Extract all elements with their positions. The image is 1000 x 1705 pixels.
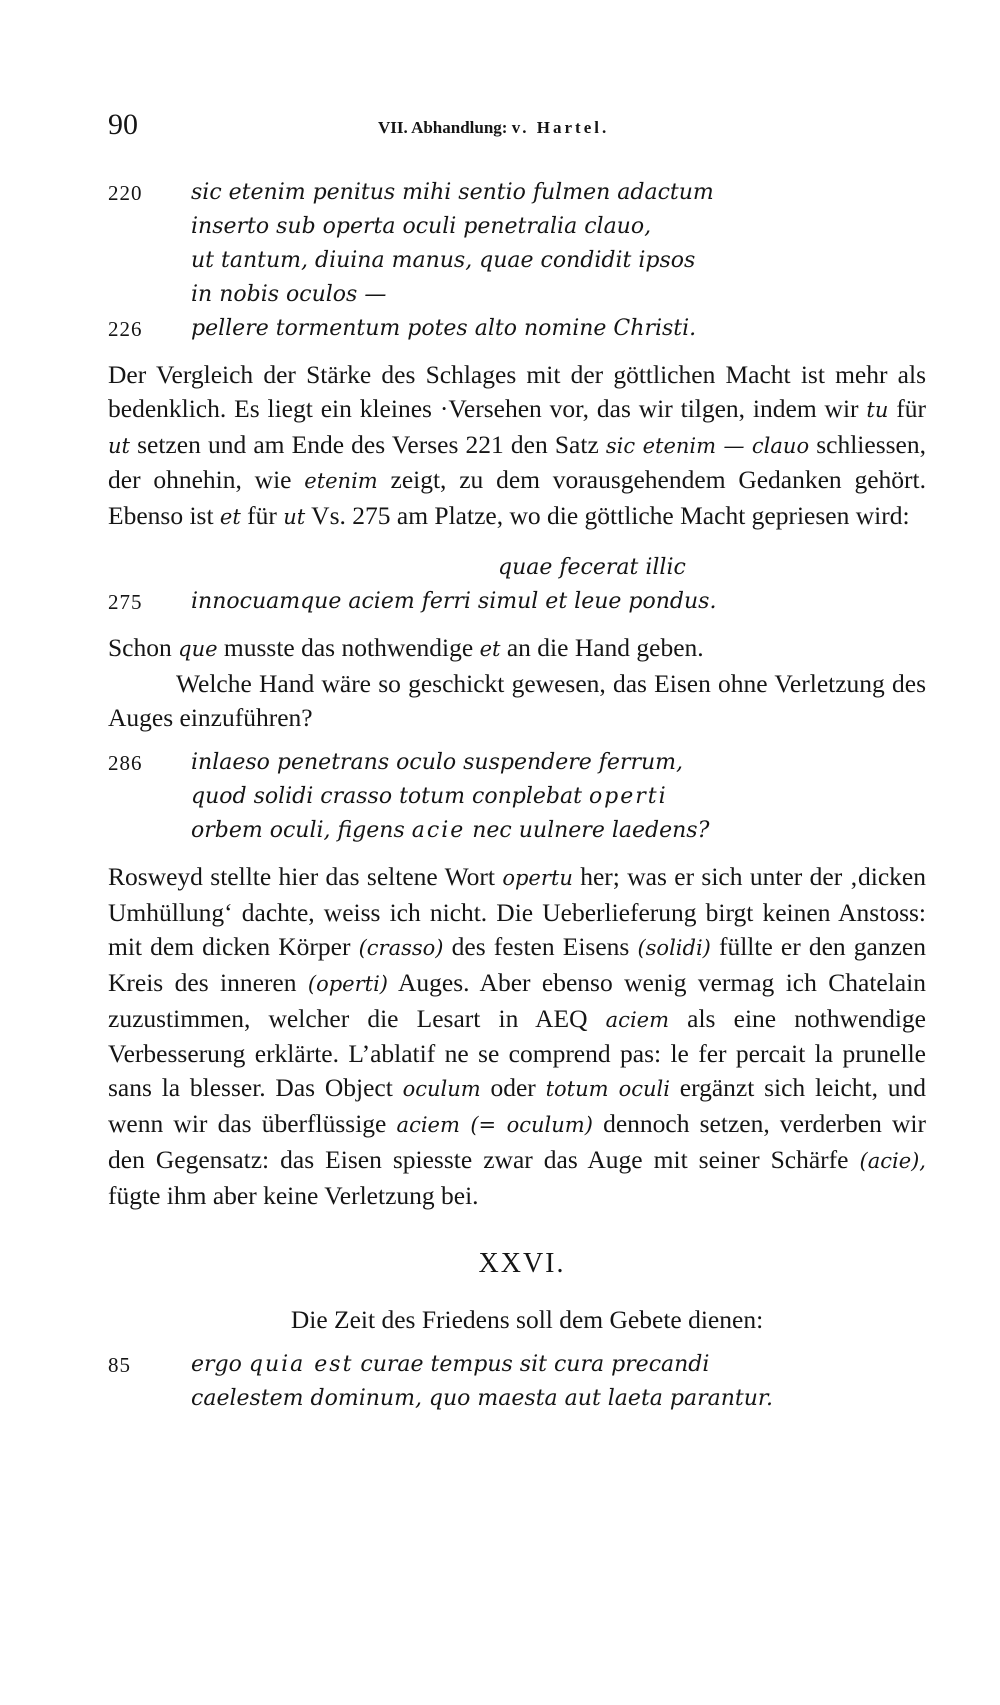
verse-run: quod solidi crasso totum conplebat bbox=[191, 784, 589, 810]
text-run: schliessen, der ohnehin, wie bbox=[108, 429, 926, 495]
paragraph-1 bbox=[108, 358, 926, 535]
text-run: Der Vergleich der Stärke des Schlages mit der göttlichen Macht ist mehr als bedenklich. Es liegt ein kleines ·Versehen vor, das wir tilgen, indem wir bbox=[108, 360, 926, 423]
italic-run: ut bbox=[108, 433, 130, 458]
verse-line bbox=[108, 1348, 926, 1382]
text-run: füllte er den ganzen Kreis des inneren bbox=[108, 931, 926, 997]
verse-spaced-run: operti bbox=[588, 784, 668, 810]
text-run: des festen Eisens bbox=[443, 931, 638, 961]
text-run: als eine nothwendige Verbesserung erklärte. L’ablatif ne se comprend pas: le fer percait la prunelle sans la blesser. Das Object bbox=[108, 1003, 926, 1103]
paragraph-2 bbox=[108, 631, 926, 667]
page-body bbox=[108, 176, 926, 1416]
paragraph-3: Welche Hand wäre so geschickt gewesen, das Eisen ohne Verletzung des Auges einzuführen? bbox=[108, 668, 926, 732]
italic-run: et bbox=[219, 505, 241, 530]
verse-text: innocuamque aciem ferri simul et leue pondus. bbox=[191, 588, 717, 614]
verse-text: pellere tormentum potes alto nomine Christi. bbox=[191, 316, 697, 341]
verse-number: 85 bbox=[108, 1353, 131, 1378]
text-run: setzen und am Ende des Verses 221 den Satz bbox=[129, 429, 606, 459]
verse-spaced-run: quia est bbox=[248, 1352, 354, 1378]
italic-run: et bbox=[479, 636, 501, 661]
italic-run: tu bbox=[866, 397, 889, 422]
verse-line bbox=[108, 176, 926, 210]
text-run: zeigt, zu dem vorausgehendem Gedanken gehört. Ebenso ist bbox=[108, 465, 926, 531]
text-run: ergänzt sich leicht, und wenn wir das überflüssige bbox=[108, 1073, 927, 1138]
verse-run: curae tempus sit cura precandi bbox=[353, 1352, 710, 1378]
section-intro: Die Zeit des Friedens soll dem Gebete dienen: bbox=[290, 1305, 764, 1335]
text-run: oder bbox=[480, 1073, 546, 1103]
verse-text: inserto sub operta oculi penetralia clauo, bbox=[191, 214, 652, 239]
italic-run: (solidi) bbox=[637, 935, 711, 960]
italic-run: que bbox=[178, 636, 218, 661]
italic-run: oculum bbox=[402, 1077, 481, 1102]
verse-text: in nobis oculos — bbox=[191, 282, 387, 307]
section-title: XXVI. bbox=[478, 1248, 566, 1280]
running-head-prefix: VII. Abhandlung: bbox=[378, 118, 508, 137]
text-run: Schon bbox=[108, 632, 179, 662]
verse-line bbox=[108, 780, 926, 814]
verse-text: caelestem dominum, quo maesta aut laeta parantur. bbox=[191, 1386, 774, 1412]
italic-run: aciem (= oculum) bbox=[396, 1112, 593, 1137]
italic-run: etenim bbox=[304, 469, 378, 494]
text-run: fügte ihm aber keine Verletzung bei. bbox=[108, 1180, 479, 1210]
verse-run: nec uulnere laedens? bbox=[465, 818, 710, 844]
verse-block-b bbox=[108, 551, 926, 619]
verse-text bbox=[191, 814, 709, 848]
running-head-author: v. Hartel. bbox=[511, 118, 610, 137]
verse-text: ut tantum, diuina manus, quae condidit ipsos bbox=[191, 248, 696, 273]
italic-run: aciem bbox=[605, 1007, 669, 1032]
running-head bbox=[378, 118, 609, 138]
italic-run: (operti) bbox=[307, 971, 388, 996]
verse-number: 226 bbox=[108, 317, 143, 341]
verse-line bbox=[108, 278, 926, 312]
text-run: für bbox=[888, 393, 926, 423]
text-run: dennoch setzen, verderben wir den Gegensatz: das Eisen spiesste zwar das Auge mit seiner Schärfe bbox=[108, 1108, 926, 1174]
verse-line bbox=[108, 312, 926, 346]
verse-block-c bbox=[108, 746, 926, 848]
verse-number: 286 bbox=[108, 751, 143, 776]
verse-run: ergo bbox=[191, 1352, 249, 1378]
verse-text bbox=[191, 1348, 709, 1382]
verse-line bbox=[108, 551, 926, 585]
text-run: Vs. 275 am Platze, wo die göttliche Macht gepriesen wird: bbox=[305, 501, 910, 531]
verse-text bbox=[191, 780, 668, 814]
verse-line bbox=[108, 746, 926, 780]
paragraph-4 bbox=[108, 860, 926, 1212]
text-run: Auges. Aber ebenso wenig vermag ich Chatelain zuzustimmen, welcher die Lesart in AEQ bbox=[108, 967, 926, 1033]
italic-run: ut bbox=[283, 505, 306, 530]
text-run: für bbox=[240, 501, 284, 531]
italic-run: (crasso) bbox=[358, 935, 444, 960]
page-header bbox=[108, 108, 928, 148]
text-run: Rosweyd stellte hier das seltene Wort bbox=[108, 862, 503, 892]
verse-line bbox=[108, 585, 926, 619]
verse-block-a bbox=[108, 176, 926, 346]
verse-number: 275 bbox=[108, 589, 143, 614]
verse-line bbox=[108, 244, 926, 278]
italic-run: (acie), bbox=[859, 1148, 926, 1173]
text-run: an die Hand geben. bbox=[500, 632, 704, 662]
verse-block-d bbox=[108, 1348, 926, 1416]
verse-text: quae fecerat illic bbox=[498, 554, 686, 580]
text-run: musste das nothwendige bbox=[217, 632, 480, 662]
verse-line bbox=[108, 210, 926, 244]
italic-run: totum oculi bbox=[545, 1077, 670, 1102]
page-number: 90 bbox=[108, 108, 138, 141]
verse-text: inlaeso penetrans oculo suspendere ferrum, bbox=[191, 750, 684, 776]
verse-line bbox=[108, 1382, 926, 1416]
text-run: her; was er sich unter der ‚dicken Umhüllung‘ dachte, weiss ich nicht. Die Ueberlieferung birgt keinen Anstoss: mit dem dicken Körper bbox=[108, 862, 927, 961]
verse-spaced-run: acie bbox=[411, 818, 466, 844]
verse-text: sic etenim penitus mihi sentio fulmen adactum bbox=[191, 180, 714, 205]
verse-run: orbem oculi, figens bbox=[191, 818, 412, 844]
italic-run: opertu bbox=[502, 866, 573, 891]
italic-run: sic etenim — clauo bbox=[605, 433, 810, 458]
verse-line bbox=[108, 814, 926, 848]
verse-number: 220 bbox=[108, 181, 143, 205]
